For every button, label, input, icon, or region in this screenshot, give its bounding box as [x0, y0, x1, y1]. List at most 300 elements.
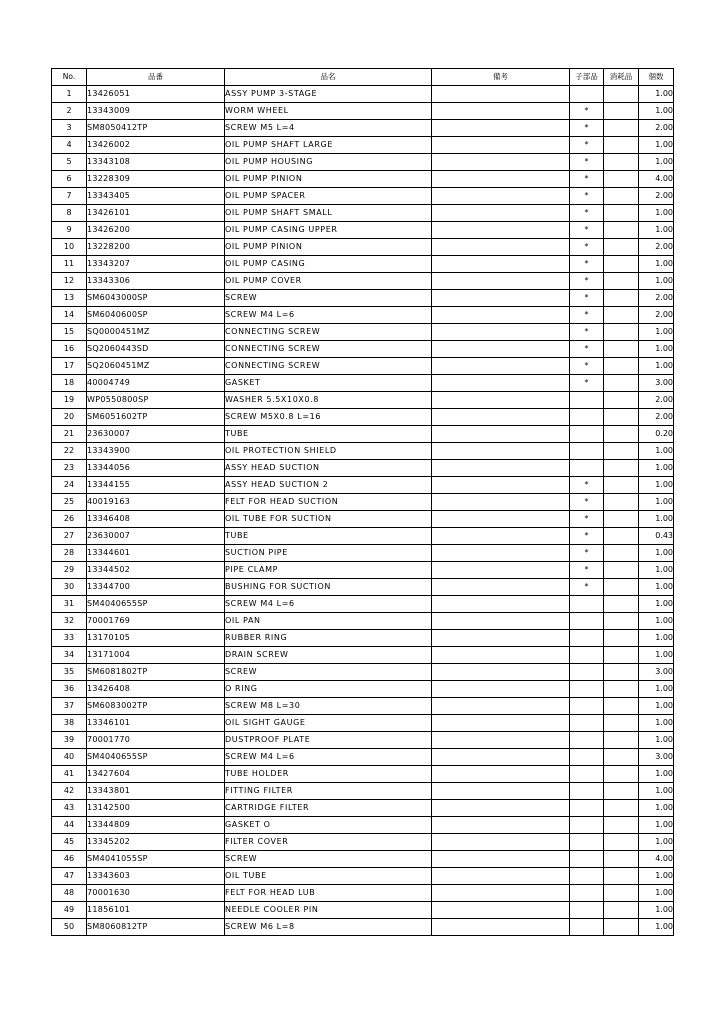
consumable-mark	[604, 375, 639, 392]
row-number: 45	[52, 834, 87, 851]
consumable-mark	[604, 171, 639, 188]
part-name-cell: OIL PUMP SHAFT SMALL	[225, 205, 432, 222]
part-number-cell: 70001630	[87, 885, 225, 902]
quantity-cell: 1.00	[639, 613, 674, 630]
remarks-cell	[432, 579, 570, 596]
row-number: 11	[52, 256, 87, 273]
table-row	[52, 103, 674, 120]
remarks-cell	[432, 494, 570, 511]
remarks-cell	[432, 290, 570, 307]
part-number-cell: 13344155	[87, 477, 225, 494]
sub-part-mark: *	[570, 494, 604, 511]
sub-part-mark	[570, 817, 604, 834]
remarks-cell	[432, 613, 570, 630]
consumable-mark	[604, 783, 639, 800]
sub-part-mark: *	[570, 256, 604, 273]
remarks-cell	[432, 902, 570, 919]
part-number-cell: 13426101	[87, 205, 225, 222]
row-number: 36	[52, 681, 87, 698]
sub-part-mark: *	[570, 562, 604, 579]
remarks-cell	[432, 851, 570, 868]
row-number: 41	[52, 766, 87, 783]
consumable-mark	[604, 324, 639, 341]
row-number: 29	[52, 562, 87, 579]
consumable-mark	[604, 392, 639, 409]
part-number-cell: SQ0000451MZ	[87, 324, 225, 341]
table-row	[52, 290, 674, 307]
part-name-cell: OIL PUMP SPACER	[225, 188, 432, 205]
sub-part-mark: *	[570, 188, 604, 205]
quantity-cell: 1.00	[639, 477, 674, 494]
part-name-cell: O RING	[225, 681, 432, 698]
table-row	[52, 426, 674, 443]
consumable-mark	[604, 885, 639, 902]
row-number: 30	[52, 579, 87, 596]
quantity-cell: 2.00	[639, 307, 674, 324]
part-number-cell: 11856101	[87, 902, 225, 919]
table-row	[52, 511, 674, 528]
quantity-cell: 1.00	[639, 647, 674, 664]
remarks-cell	[432, 817, 570, 834]
table-row	[52, 885, 674, 902]
sub-part-mark: *	[570, 545, 604, 562]
part-name-cell: OIL TUBE	[225, 868, 432, 885]
sub-part-mark: *	[570, 171, 604, 188]
remarks-cell	[432, 783, 570, 800]
table-row	[52, 647, 674, 664]
table-row	[52, 613, 674, 630]
remarks-cell	[432, 834, 570, 851]
row-number: 12	[52, 273, 87, 290]
consumable-mark	[604, 460, 639, 477]
part-number-cell: 13346101	[87, 715, 225, 732]
part-number-cell: SM6040600SP	[87, 307, 225, 324]
sub-part-mark: *	[570, 324, 604, 341]
row-number: 13	[52, 290, 87, 307]
header-part-name: 品名	[225, 69, 432, 86]
sub-part-mark	[570, 630, 604, 647]
table-row	[52, 341, 674, 358]
consumable-mark	[604, 681, 639, 698]
quantity-cell: 1.00	[639, 511, 674, 528]
remarks-cell	[432, 749, 570, 766]
quantity-cell: 1.00	[639, 562, 674, 579]
sub-part-mark	[570, 851, 604, 868]
remarks-cell	[432, 341, 570, 358]
part-name-cell: SCREW M4 L=6	[225, 596, 432, 613]
part-name-cell: ASSY HEAD SUCTION 2	[225, 477, 432, 494]
part-number-cell: SM4041055SP	[87, 851, 225, 868]
part-name-cell: SCREW M8 L=30	[225, 698, 432, 715]
table-row	[52, 324, 674, 341]
row-number: 44	[52, 817, 87, 834]
part-number-cell: SM6043000SP	[87, 290, 225, 307]
part-number-cell: SM6083002TP	[87, 698, 225, 715]
table-row	[52, 817, 674, 834]
table-row	[52, 681, 674, 698]
part-name-cell: ASSY HEAD SUCTION	[225, 460, 432, 477]
part-name-cell: OIL TUBE FOR SUCTION	[225, 511, 432, 528]
quantity-cell: 1.00	[639, 902, 674, 919]
remarks-cell	[432, 698, 570, 715]
row-number: 16	[52, 341, 87, 358]
quantity-cell: 3.00	[639, 375, 674, 392]
part-number-cell: 13228309	[87, 171, 225, 188]
part-number-cell: 13427604	[87, 766, 225, 783]
part-name-cell: OIL PUMP PINION	[225, 239, 432, 256]
table-row	[52, 545, 674, 562]
part-number-cell: 13142500	[87, 800, 225, 817]
remarks-cell	[432, 222, 570, 239]
consumable-mark	[604, 664, 639, 681]
row-number: 32	[52, 613, 87, 630]
quantity-cell: 1.00	[639, 732, 674, 749]
part-number-cell: 13171004	[87, 647, 225, 664]
quantity-cell: 1.00	[639, 681, 674, 698]
part-name-cell: CONNECTING SCREW	[225, 324, 432, 341]
table-row	[52, 868, 674, 885]
sub-part-mark	[570, 392, 604, 409]
header-part-number: 品番	[87, 69, 225, 86]
row-number: 23	[52, 460, 87, 477]
part-name-cell: TUBE HOLDER	[225, 766, 432, 783]
consumable-mark	[604, 86, 639, 103]
quantity-cell: 3.00	[639, 749, 674, 766]
row-number: 42	[52, 783, 87, 800]
sub-part-mark	[570, 732, 604, 749]
row-number: 25	[52, 494, 87, 511]
part-name-cell: WORM WHEEL	[225, 103, 432, 120]
part-name-cell: DRAIN SCREW	[225, 647, 432, 664]
quantity-cell: 0.43	[639, 528, 674, 545]
remarks-cell	[432, 324, 570, 341]
consumable-mark	[604, 545, 639, 562]
row-number: 47	[52, 868, 87, 885]
consumable-mark	[604, 120, 639, 137]
table-row	[52, 137, 674, 154]
row-number: 31	[52, 596, 87, 613]
consumable-mark	[604, 834, 639, 851]
row-number: 35	[52, 664, 87, 681]
quantity-cell: 2.00	[639, 409, 674, 426]
remarks-cell	[432, 647, 570, 664]
row-number: 22	[52, 443, 87, 460]
row-number: 33	[52, 630, 87, 647]
part-number-cell: SQ2060451MZ	[87, 358, 225, 375]
sub-part-mark: *	[570, 137, 604, 154]
table-row	[52, 205, 674, 222]
remarks-cell	[432, 409, 570, 426]
quantity-cell: 3.00	[639, 664, 674, 681]
part-number-cell: 13426051	[87, 86, 225, 103]
part-name-cell: GASKET O	[225, 817, 432, 834]
part-name-cell: OIL PUMP CASING	[225, 256, 432, 273]
table-row	[52, 222, 674, 239]
consumable-mark	[604, 222, 639, 239]
table-row	[52, 528, 674, 545]
sub-part-mark	[570, 664, 604, 681]
consumable-mark	[604, 528, 639, 545]
part-number-cell: 23630007	[87, 528, 225, 545]
quantity-cell: 1.00	[639, 341, 674, 358]
table-row	[52, 477, 674, 494]
part-number-cell: 13170105	[87, 630, 225, 647]
quantity-cell: 4.00	[639, 171, 674, 188]
sub-part-mark: *	[570, 477, 604, 494]
table-row	[52, 851, 674, 868]
remarks-cell	[432, 766, 570, 783]
part-number-cell: 13426200	[87, 222, 225, 239]
part-name-cell: FELT FOR HEAD LUB	[225, 885, 432, 902]
part-name-cell: GASKET	[225, 375, 432, 392]
header-row	[52, 69, 674, 86]
part-number-cell: 13344502	[87, 562, 225, 579]
table-row	[52, 154, 674, 171]
row-number: 3	[52, 120, 87, 137]
row-number: 34	[52, 647, 87, 664]
part-name-cell: ASSY PUMP 3-STAGE	[225, 86, 432, 103]
part-name-cell: SCREW M4 L=6	[225, 749, 432, 766]
part-name-cell: CONNECTING SCREW	[225, 341, 432, 358]
sub-part-mark: *	[570, 120, 604, 137]
quantity-cell: 1.00	[639, 766, 674, 783]
row-number: 14	[52, 307, 87, 324]
sub-part-mark: *	[570, 103, 604, 120]
part-number-cell: 13343207	[87, 256, 225, 273]
part-name-cell: OIL PUMP SHAFT LARGE	[225, 137, 432, 154]
row-number: 26	[52, 511, 87, 528]
table-row	[52, 256, 674, 273]
remarks-cell	[432, 358, 570, 375]
row-number: 10	[52, 239, 87, 256]
sub-part-mark	[570, 902, 604, 919]
part-name-cell: CONNECTING SCREW	[225, 358, 432, 375]
consumable-mark	[604, 477, 639, 494]
remarks-cell	[432, 664, 570, 681]
sub-part-mark: *	[570, 273, 604, 290]
quantity-cell: 1.00	[639, 630, 674, 647]
consumable-mark	[604, 851, 639, 868]
row-number: 15	[52, 324, 87, 341]
quantity-cell: 1.00	[639, 715, 674, 732]
part-number-cell: 40004749	[87, 375, 225, 392]
part-name-cell: SCREW M4 L=6	[225, 307, 432, 324]
part-number-cell: 40019163	[87, 494, 225, 511]
quantity-cell: 1.00	[639, 358, 674, 375]
quantity-cell: 1.00	[639, 222, 674, 239]
part-name-cell: RUBBER RING	[225, 630, 432, 647]
table-row	[52, 375, 674, 392]
quantity-cell: 2.00	[639, 188, 674, 205]
quantity-cell: 1.00	[639, 579, 674, 596]
part-name-cell: OIL PUMP HOUSING	[225, 154, 432, 171]
part-number-cell: SM8060812TP	[87, 919, 225, 936]
part-name-cell: WASHER 5.5X10X0.8	[225, 392, 432, 409]
remarks-cell	[432, 528, 570, 545]
part-name-cell: SCREW	[225, 851, 432, 868]
part-number-cell: 70001770	[87, 732, 225, 749]
remarks-cell	[432, 256, 570, 273]
consumable-mark	[604, 154, 639, 171]
part-number-cell: 13346408	[87, 511, 225, 528]
row-number: 8	[52, 205, 87, 222]
header-quantity: 個数	[639, 69, 674, 86]
part-name-cell: PIPE CLAMP	[225, 562, 432, 579]
part-name-cell: FILTER COVER	[225, 834, 432, 851]
remarks-cell	[432, 86, 570, 103]
remarks-cell	[432, 511, 570, 528]
remarks-cell	[432, 443, 570, 460]
part-number-cell: SM4040655SP	[87, 596, 225, 613]
quantity-cell: 1.00	[639, 800, 674, 817]
consumable-mark	[604, 647, 639, 664]
part-number-cell: WP0550800SP	[87, 392, 225, 409]
table-row	[52, 86, 674, 103]
sub-part-mark	[570, 86, 604, 103]
part-number-cell: 13343900	[87, 443, 225, 460]
consumable-mark	[604, 188, 639, 205]
sub-part-mark	[570, 698, 604, 715]
part-name-cell: OIL PUMP COVER	[225, 273, 432, 290]
consumable-mark	[604, 630, 639, 647]
sub-part-mark	[570, 766, 604, 783]
table-row	[52, 698, 674, 715]
row-number: 39	[52, 732, 87, 749]
quantity-cell: 1.00	[639, 783, 674, 800]
sub-part-mark	[570, 596, 604, 613]
part-number-cell: SM8050412TP	[87, 120, 225, 137]
quantity-cell: 4.00	[639, 851, 674, 868]
quantity-cell: 2.00	[639, 392, 674, 409]
table-row	[52, 766, 674, 783]
remarks-cell	[432, 630, 570, 647]
remarks-cell	[432, 137, 570, 154]
row-number: 48	[52, 885, 87, 902]
row-number: 40	[52, 749, 87, 766]
part-name-cell: DUSTPROOF PLATE	[225, 732, 432, 749]
consumable-mark	[604, 341, 639, 358]
consumable-mark	[604, 766, 639, 783]
part-number-cell: 13228200	[87, 239, 225, 256]
sub-part-mark	[570, 868, 604, 885]
part-number-cell: 70001769	[87, 613, 225, 630]
table-row	[52, 732, 674, 749]
sub-part-mark: *	[570, 375, 604, 392]
row-number: 19	[52, 392, 87, 409]
quantity-cell: 1.00	[639, 868, 674, 885]
sub-part-mark	[570, 613, 604, 630]
sub-part-mark: *	[570, 239, 604, 256]
sub-part-mark	[570, 783, 604, 800]
quantity-cell: 1.00	[639, 885, 674, 902]
remarks-cell	[432, 307, 570, 324]
consumable-mark	[604, 579, 639, 596]
consumable-mark	[604, 239, 639, 256]
part-name-cell: BUSHING FOR SUCTION	[225, 579, 432, 596]
consumable-mark	[604, 715, 639, 732]
part-number-cell: 13343801	[87, 783, 225, 800]
consumable-mark	[604, 494, 639, 511]
part-number-cell: SM6051602TP	[87, 409, 225, 426]
row-number: 7	[52, 188, 87, 205]
remarks-cell	[432, 120, 570, 137]
table-row	[52, 596, 674, 613]
remarks-cell	[432, 188, 570, 205]
header-sub-part: 子部品	[570, 69, 604, 86]
quantity-cell: 1.00	[639, 494, 674, 511]
part-name-cell: SCREW M6 L=8	[225, 919, 432, 936]
consumable-mark	[604, 919, 639, 936]
row-number: 2	[52, 103, 87, 120]
remarks-cell	[432, 171, 570, 188]
consumable-mark	[604, 749, 639, 766]
table-row	[52, 188, 674, 205]
sub-part-mark	[570, 885, 604, 902]
remarks-cell	[432, 154, 570, 171]
remarks-cell	[432, 800, 570, 817]
table-row	[52, 120, 674, 137]
part-name-cell: SCREW	[225, 290, 432, 307]
consumable-mark	[604, 902, 639, 919]
row-number: 9	[52, 222, 87, 239]
part-name-cell: SCREW M5X0.8 L=16	[225, 409, 432, 426]
row-number: 6	[52, 171, 87, 188]
remarks-cell	[432, 205, 570, 222]
consumable-mark	[604, 562, 639, 579]
remarks-cell	[432, 545, 570, 562]
remarks-cell	[432, 460, 570, 477]
row-number: 28	[52, 545, 87, 562]
row-number: 4	[52, 137, 87, 154]
row-number: 37	[52, 698, 87, 715]
table-row	[52, 494, 674, 511]
table-row	[52, 409, 674, 426]
part-number-cell: 13344056	[87, 460, 225, 477]
part-name-cell: SCREW	[225, 664, 432, 681]
table-row	[52, 171, 674, 188]
remarks-cell	[432, 477, 570, 494]
quantity-cell: 1.00	[639, 834, 674, 851]
part-name-cell: SCREW M5 L=4	[225, 120, 432, 137]
header-consumable: 消耗品	[604, 69, 639, 86]
consumable-mark	[604, 307, 639, 324]
quantity-cell: 1.00	[639, 324, 674, 341]
consumable-mark	[604, 868, 639, 885]
sub-part-mark: *	[570, 205, 604, 222]
row-number: 49	[52, 902, 87, 919]
row-number: 38	[52, 715, 87, 732]
consumable-mark	[604, 205, 639, 222]
quantity-cell: 1.00	[639, 919, 674, 936]
sub-part-mark: *	[570, 528, 604, 545]
table-row	[52, 358, 674, 375]
part-number-cell: 13344601	[87, 545, 225, 562]
quantity-cell: 1.00	[639, 86, 674, 103]
consumable-mark	[604, 817, 639, 834]
consumable-mark	[604, 290, 639, 307]
remarks-cell	[432, 562, 570, 579]
remarks-cell	[432, 715, 570, 732]
part-number-cell: 13345202	[87, 834, 225, 851]
table-row	[52, 834, 674, 851]
table-row	[52, 307, 674, 324]
remarks-cell	[432, 103, 570, 120]
part-name-cell: OIL PUMP CASING UPPER	[225, 222, 432, 239]
sub-part-mark: *	[570, 358, 604, 375]
sub-part-mark: *	[570, 222, 604, 239]
row-number: 21	[52, 426, 87, 443]
table-row	[52, 664, 674, 681]
